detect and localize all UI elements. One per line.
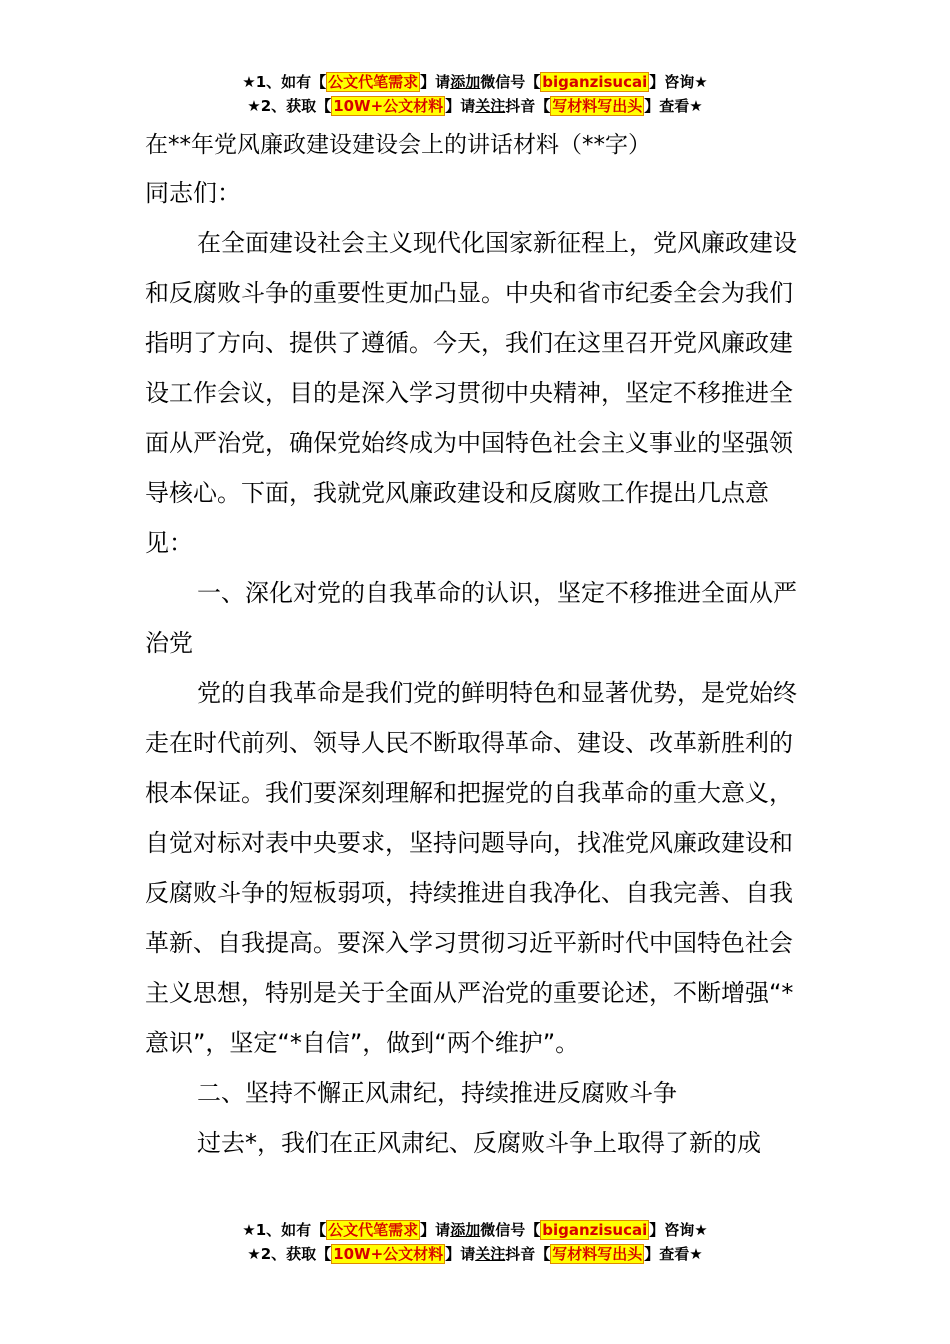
section-heading-1: 一、深化对党的自我革命的认识，坚定不移推进全面从严治党 [145,579,797,657]
promo-text: ★1、如有【 [242,73,327,91]
promo-text: ★2、获取【 [247,1245,332,1263]
promo-text: 】请 [420,1221,451,1239]
promo-text: 微信号【 [480,1221,541,1239]
promo-underline: 关注 [475,97,506,115]
paragraph-intro: 在全面建设社会主义现代化国家新征程上，党风廉政建设和反腐败斗争的重要性更加凸显。中央和省市纪委全会为我们指明了方向、提供了遵循。今天，我们在这里召开党风廉政建设工作会议，目的是深入学习贯彻中央精神，坚定不移推进全面从严治党，确保党始终成为中国特色社会主义事业的坚强领导核心。下面，我就党风廉政建设和反腐败工作提出几点意见： [145,229,797,557]
paragraph-section-2: 过去*，我们在正风肃纪、反腐败斗争上取得了新的成 [197,1129,761,1157]
promo-text: ★1、如有【 [242,1221,327,1239]
promo-line-2 [0,1242,950,1266]
promo-text: 】咨询★ [649,73,708,91]
promo-highlight: biganzisucai [542,1221,648,1239]
document-title: 在**年党风廉政建设建设会上的讲话材料（**字） [145,132,651,158]
promo-underline: 关注 [475,1245,506,1263]
promo-text: 】请 [420,73,451,91]
promo-text: ★2、获取【 [247,97,332,115]
promo-text: 】查看★ [644,97,703,115]
promo-highlight: 写材料写出头 [552,97,643,115]
section-heading-2: 二、坚持不懈正风肃纪，持续推进反腐败斗争 [197,1079,677,1107]
promo-text: 抖音【 [505,1245,551,1263]
promo-banner-top [0,70,950,118]
promo-highlight: biganzisucai [542,73,648,91]
promo-line-2 [0,94,950,118]
promo-text: 抖音【 [505,97,551,115]
promo-highlight: 写材料写出头 [552,1245,643,1263]
promo-highlight: 公文代笔需求 [328,73,419,91]
promo-highlight: 10W+公文材料 [333,1245,444,1263]
promo-underline: 添加 [450,1221,481,1239]
promo-line-1 [0,70,950,94]
document-body [145,124,810,1168]
promo-text: 】请 [445,97,476,115]
salutation: 同志们： [145,179,241,207]
promo-text: 微信号【 [480,73,541,91]
promo-text: 】请 [445,1245,476,1263]
paragraph-section-1: 党的自我革命是我们党的鲜明特色和显著优势，是党始终走在时代前列、领导人民不断取得革命、建设、改革新胜利的根本保证。我们要深刻理解和把握党的自我革命的重大意义，自觉对标对表中央要求，坚持问题导向，找准党风廉政建设和反腐败斗争的短板弱项，持续推进自我净化、自我完善、自我革新、自我提高。要深入学习贯彻习近平新时代中国特色社会主义思想，特别是关于全面从严治党的重要论述，不断增强“*意识”，坚定“*自信”，做到“两个维护”。 [145,679,797,1057]
promo-underline: 添加 [450,73,481,91]
promo-highlight: 公文代笔需求 [328,1221,419,1239]
promo-line-1 [0,1218,950,1242]
promo-banner-bottom [0,1218,950,1266]
promo-text: 】查看★ [644,1245,703,1263]
promo-text: 】咨询★ [649,1221,708,1239]
promo-highlight: 10W+公文材料 [333,97,444,115]
